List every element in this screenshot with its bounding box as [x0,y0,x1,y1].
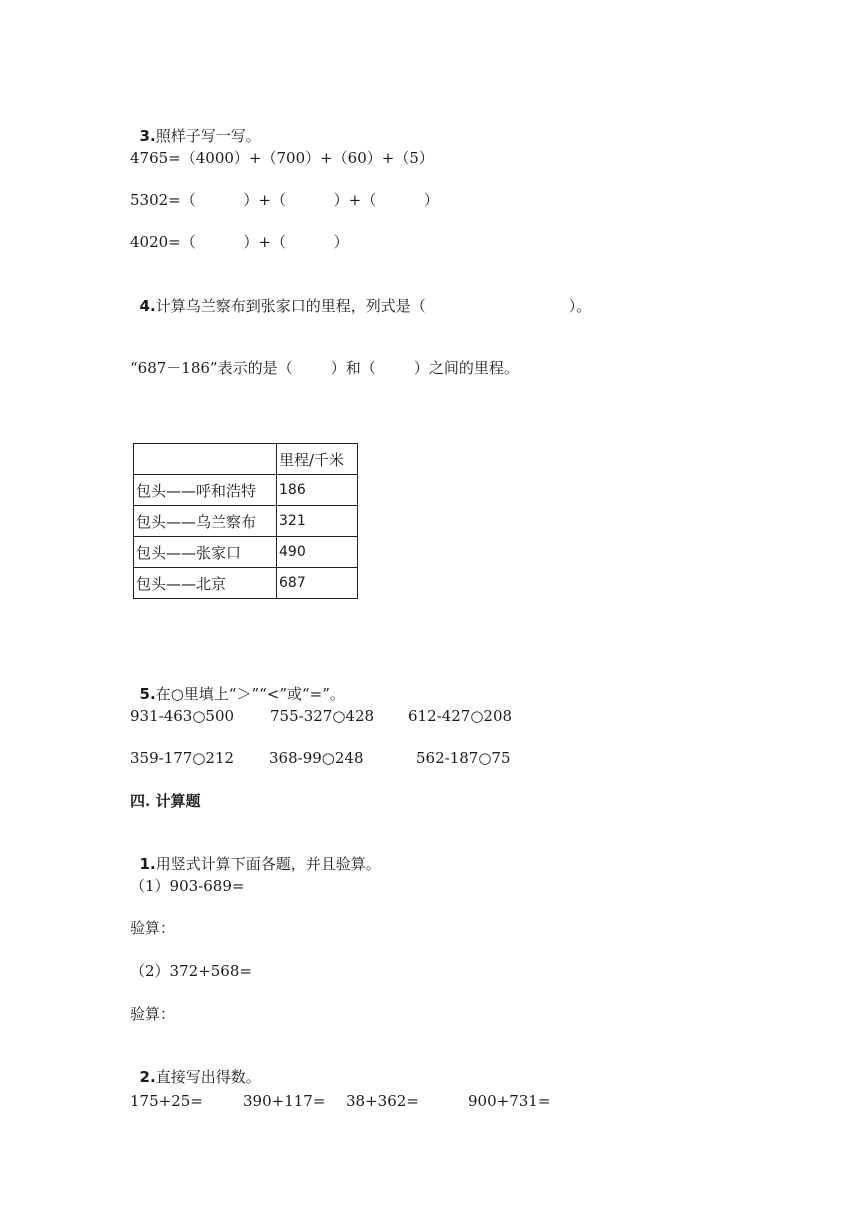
q5-title [130,664,345,704]
q3-line-4020: 4020=（ ）+（ ） [130,233,349,251]
section-heading: 四. 计算题 [130,792,201,810]
problem-2: （2）372+568= [130,962,252,980]
problem-1: （1）903-689= [130,877,245,895]
route-cell: 包头——张家口 [134,537,277,568]
q4-number: 4. [139,297,156,315]
table-header-row [134,444,358,475]
table-row [134,537,358,568]
mileage-table [133,443,358,599]
q5-title-text: 在○里填上“＞”“<”或“=”。 [155,685,345,703]
q5-number: 5. [139,685,156,703]
distance-cell: 186 [277,475,358,506]
q4-title [130,276,591,316]
table-row [134,475,358,506]
route-cell: 包头——呼和浩特 [134,475,277,506]
compare-item: 612-427○208 [408,707,513,725]
s4-q1-text: 用竖式计算下面各题，并且验算。 [155,855,381,873]
s4-q1-number: 1. [139,855,156,873]
route-cell: 包头——北京 [134,568,277,599]
check-label-1: 验算： [130,919,176,937]
compare-item: 562-187○75 [416,749,511,767]
distance-cell: 490 [277,537,358,568]
q3-title [130,106,261,146]
compare-item: 359-177○212 [130,749,235,767]
table-row [134,506,358,537]
mental-math-item: 175+25= [130,1092,203,1110]
compare-item: 368-99○248 [269,749,364,767]
q3-example: 4765=（4000）+（700）+（60）+（5） [130,149,434,167]
mental-math-row [130,1091,550,1111]
s4-q1-title [130,834,381,874]
table-header-cell: 里程/千米 [277,444,358,475]
distance-cell: 321 [277,506,358,537]
table-header-cell [134,444,277,475]
q3-title-text: 照样子写一写。 [155,127,261,145]
q5-row-2 [130,748,511,768]
distance-cell: 687 [277,568,358,599]
s4-q2-number: 2. [139,1068,156,1086]
q3-number: 3. [139,127,156,145]
s4-q2-text: 直接写出得数。 [155,1068,261,1086]
mental-math-item: 38+362= [346,1092,419,1110]
route-cell: 包头——乌兰察布 [134,506,277,537]
check-label-2: 验算： [130,1005,176,1023]
s4-q2-title [130,1047,261,1087]
q5-row-1 [130,706,512,726]
mental-math-item: 900+731= [468,1092,551,1110]
q4-sentence: “687－186”表示的是（ ）和（ ）之间的里程。 [130,359,519,377]
mental-math-item: 390+117= [243,1092,326,1110]
table-row [134,568,358,599]
q4-title-text: 计算乌兰察布到张家口的里程，列式是（ ）。 [155,297,592,315]
compare-item: 755-327○428 [270,707,375,725]
q3-line-5302: 5302=（ ）+（ ）+（ ） [130,191,439,209]
compare-item: 931-463○500 [130,707,235,725]
